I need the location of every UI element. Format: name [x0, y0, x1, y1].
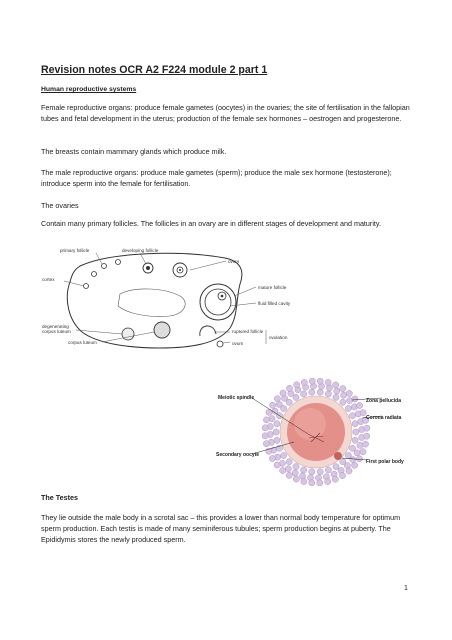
corona-cell — [273, 429, 279, 435]
label-developing-follicle: developing follicle — [122, 248, 159, 253]
corona-cell — [263, 417, 269, 423]
paragraph-female-organs: Female reproductive organs: produce female gametes (oocytes) in the ovaries; the site of fertilisation in the fallopian tubes and fetal development in the uterus; production of the female sex hormones – oestrogen and progesterone. — [41, 103, 410, 123]
corona-cell — [285, 466, 291, 472]
label-corona-radiata: Corona radiata — [366, 415, 402, 421]
corona-cell — [346, 468, 352, 474]
corona-cell — [309, 480, 315, 486]
primary-follicle — [102, 264, 107, 269]
corona-cell — [301, 478, 307, 484]
corona-cell — [317, 480, 323, 486]
corona-cell — [309, 469, 315, 475]
corona-cell — [300, 473, 306, 479]
corona-cell — [309, 378, 315, 384]
corona-cell — [341, 392, 347, 398]
degenerating-corpus-luteum — [122, 328, 134, 340]
corona-cell — [354, 450, 360, 456]
corona-cell — [274, 437, 280, 443]
corona-cell — [293, 394, 299, 400]
corona-cell — [334, 388, 340, 394]
label-corpus-luteum: corpus luteum — [68, 340, 97, 345]
corona-cell — [333, 382, 339, 388]
corona-cell — [346, 390, 352, 396]
ovary-stroma — [118, 289, 185, 317]
corona-cell — [292, 470, 298, 476]
corona-cell — [332, 476, 338, 482]
corona-cell — [274, 396, 280, 402]
corona-cell — [317, 389, 323, 395]
corona-cell — [340, 399, 346, 405]
corona-cell — [325, 467, 331, 473]
corona-cell — [353, 429, 359, 435]
corona-cell — [333, 394, 339, 400]
corona-cell — [269, 416, 275, 422]
label-ovulation: ovulation — [269, 335, 288, 340]
page-number: 1 — [404, 585, 408, 592]
corona-cell — [325, 391, 331, 397]
corona-cell — [357, 402, 363, 408]
first-polar-body-shape — [334, 452, 342, 460]
corona-cell — [274, 462, 280, 468]
label-cortex: cortex — [42, 277, 55, 282]
document-title: Revision notes OCR A2 F224 module 2 part 1 — [41, 64, 268, 76]
paragraph-male-organs: The male reproductive organs: produce male gametes (sperm); produce the male sex hormone (testosterone); introduce sperm into the female for fertilisation. — [41, 168, 392, 188]
developing-follicle — [179, 269, 181, 271]
paragraph-breasts: The breasts contain mammary glands which produce milk. — [41, 147, 227, 156]
corona-cell — [293, 476, 299, 482]
corona-cell — [364, 433, 370, 439]
corona-cell — [286, 472, 292, 478]
corona-cell — [262, 425, 268, 431]
corona-cell — [364, 425, 370, 431]
corona-cell — [352, 396, 358, 402]
corona-cell — [301, 467, 307, 473]
label-meiotic-spindle: Meiotic spindle — [218, 395, 255, 401]
corona-cell — [274, 421, 280, 427]
corona-cell — [325, 479, 331, 485]
corona-cell — [281, 452, 287, 458]
corona-cell — [333, 464, 339, 470]
ovum-nucleus — [221, 295, 224, 298]
corona-cell — [280, 390, 286, 396]
corona-cell — [317, 378, 323, 384]
corona-cell — [301, 391, 307, 397]
label-ovum-bottom: ovum — [232, 341, 244, 346]
corona-cell — [339, 473, 345, 479]
corona-cell — [280, 468, 286, 474]
label-ovum-top: ovum — [228, 259, 240, 264]
corpus-luteum — [154, 322, 170, 338]
corona-cell — [357, 442, 363, 448]
primary-follicle — [116, 260, 121, 265]
corona-cell — [352, 462, 358, 468]
corona-cell — [360, 449, 366, 455]
corona-cell — [309, 389, 315, 395]
fluid-filled-cavity — [205, 289, 231, 315]
corona-cell — [356, 456, 362, 462]
paragraph-testes: They lie outside the male body in a scrotal sac – this provides a lower than normal body temperature for optimum sperm production. Each testis is made of many seminiferous tubules; sperm production begins at puberty. The Epididymis stores the newly produced sperm. — [41, 513, 401, 544]
corona-cell — [340, 386, 346, 392]
corona-cell — [352, 421, 358, 427]
corona-cell — [345, 405, 351, 411]
label-fluid-filled-cavity: fluid filled cavity — [258, 301, 291, 306]
corona-cell — [350, 457, 356, 463]
label-first-polar-body: First polar body — [366, 459, 404, 465]
corona-cell — [294, 382, 300, 388]
corona-cell — [262, 433, 268, 439]
corona-cell — [276, 401, 282, 407]
label-ruptured-follicle: ruptured follicle — [232, 329, 264, 334]
corona-cell — [362, 441, 368, 447]
testes-heading: The Testes — [41, 493, 79, 502]
paragraph-ovaries: Contain many primary follicles. The follicles in an ovary are in different stages of development and maturity. — [41, 219, 381, 228]
corona-cell — [317, 469, 323, 475]
label-degenerating-corpus-luteum: corpus luteum — [42, 329, 71, 334]
label-secondary-oocyte: Secondary oocyte — [216, 452, 260, 458]
released-ovum — [217, 341, 223, 347]
corona-cell — [270, 402, 276, 408]
label-primary-follicle: primary follicle — [60, 248, 90, 253]
corona-cell — [263, 441, 269, 447]
label-mature-follicle: mature follicle — [258, 285, 287, 290]
corona-cell — [301, 379, 307, 385]
primary-follicle — [84, 284, 89, 289]
corona-cell — [326, 385, 332, 391]
corona-cell — [325, 379, 331, 385]
corona-cell — [286, 385, 292, 391]
ovary-diagram — [40, 244, 310, 356]
corona-cell — [352, 437, 358, 443]
primary-follicle — [92, 272, 97, 277]
ruptured-follicle — [200, 326, 216, 336]
corona-cell — [349, 413, 355, 419]
corona-cell — [269, 455, 275, 461]
oocyte-diagram — [212, 378, 412, 486]
developing-follicle — [146, 266, 150, 270]
section-heading: Human reproductive systems — [41, 86, 137, 93]
label-degenerating: degenerating — [42, 324, 69, 329]
paragraph-ovaries-heading: The ovaries — [41, 201, 79, 210]
corona-cell — [293, 464, 299, 470]
corona-cell — [286, 459, 292, 465]
label-zona-pellucida: Zona pellucida — [366, 398, 402, 404]
